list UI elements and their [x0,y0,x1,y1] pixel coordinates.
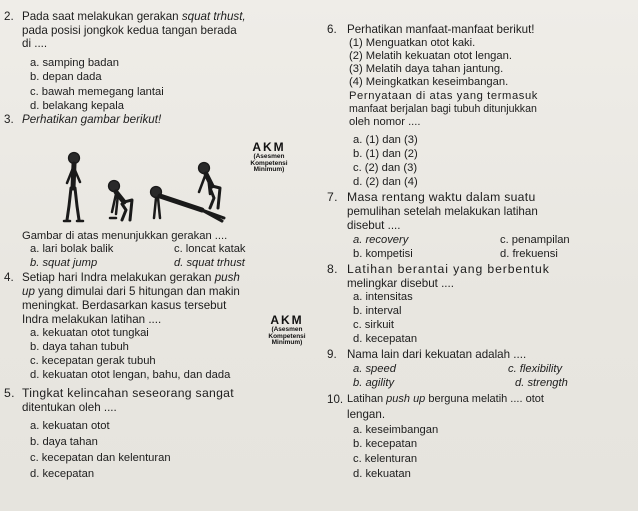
akm-sub2-2: Kompetensi [268,332,306,340]
q6-item1: (1) Menguatkan otot kaki. [349,37,476,49]
q4-line4: Indra melakukan latihan .... [22,313,162,326]
q6-option-a: a. (1) dan (3) [353,134,418,146]
q7-option-a: a. recovery [353,234,409,246]
q8-line1: Latihan berantai yang berbentuk [347,262,550,276]
q3-caption: Gambar di atas menunjukkan gerakan .... [22,230,228,242]
q4-option-d: d. kekuatan otot lengan, bahu, dan dada [30,369,231,381]
q9-line1: Nama lain dari kekuatan adalah .... [347,348,527,361]
q9-option-a: a. speed [353,363,396,375]
q10-number: 10. [327,393,344,406]
q2-line1-italic: squat trhust, [181,10,246,23]
q7-option-d: d. frekuensi [500,248,558,260]
akm-sub1-2: (Asesmen [271,326,303,333]
q2-option-d: d. belakang kepala [30,100,124,112]
q5-number: 5. [4,386,15,400]
q5-line1: Tingkat kelincahan seseorang sangat [22,386,234,400]
q7-line1: Masa rentang waktu dalam suatu [347,190,536,204]
q9-option-b: b. agility [353,377,395,389]
q7-option-b: b. kompetisi [353,248,413,260]
q6-line1: Perhatikan manfaat-manfaat berikut! [347,23,535,36]
q4-option-c: c. kecepatan gerak tubuh [30,355,156,367]
q10-option-c: c. kelenturan [353,453,418,465]
q10-line1-italic: push up [386,393,426,405]
q5-option-d: d. kecepatan [30,468,95,480]
q2-line1 [22,10,246,23]
q3-line1: Perhatikan gambar berikut! [22,113,162,126]
q4-line1-italic: push [214,271,240,284]
q6-item3: (3) Melatih daya tahan jantung. [349,63,504,75]
q6-statement1: Pernyataan di atas yang termasuk [349,90,538,102]
q5-option-b: b. daya tahan [30,436,98,448]
q8-option-d: d. kecepatan [353,333,418,345]
q6-option-c: c. (2) dan (3) [353,162,418,174]
q6-statement2: manfaat berjalan bagi tubuh ditunjukkan [349,103,537,115]
q10-line1b: berguna melatih .... otot [425,393,544,405]
q4-line2-italic: up [22,285,35,298]
q6-item2: (2) Melatih kekuatan otot lengan. [349,50,512,62]
q10-option-b: b. kecepatan [353,438,418,450]
q6-option-b: b. (1) dan (2) [353,148,418,160]
akm-sub3: Minimum) [253,166,285,173]
q2-option-b: b. depan dada [30,71,102,83]
q2-option-c: c. bawah memegang lantai [30,86,164,98]
akm-sub3-2: Minimum) [271,339,303,346]
q4-option-b: b. daya tahan tubuh [30,341,129,353]
q6-statement3: oleh nomor .... [349,116,421,128]
akm-title: AKM [252,140,286,154]
q2-line3: di .... [22,37,48,50]
q10-line2: lengan. [347,408,386,421]
q10-line1a: Latihan [347,393,387,405]
q6-number: 6. [327,23,337,36]
q4-option-a: a. kekuatan otot tungkai [30,327,149,339]
q10-option-d: d. kekuatan [353,468,411,480]
q8-option-c: c. sirkuit [353,319,395,331]
q6-item4: (4) Meingkatkan keseimbangan. [349,76,509,88]
q5-option-a: a. kekuatan otot [30,420,110,432]
q10-option-a: a. keseimbangan [353,424,439,436]
q3-number: 3. [4,113,14,126]
q4-line3: meningkat. Berdasarkan kasus tersebut [22,299,227,312]
q10-line1 [347,393,544,406]
q9-number: 9. [327,348,337,361]
q4-line2-text: yang dimulai dari 5 hitungan dan makin [34,285,240,298]
q8-number: 8. [327,262,338,276]
exercise-figure [52,128,238,228]
q6-option-d: d. (2) dan (4) [353,176,418,188]
akm-sub2: Kompetensi [250,159,288,167]
q4-line1-text: Setiap hari Indra melakukan gerakan [22,271,215,284]
akm-sub1: (Asesmen [253,153,285,160]
q3-option-a: a. lari bolak balik [30,243,114,255]
q8-line2: melingkar disebut .... [347,277,454,290]
q4-number: 4. [4,271,14,284]
q9-option-d: d. strength [515,377,568,389]
figure-standing [64,153,83,222]
q2-line1-text: Pada saat melakukan gerakan [22,10,182,23]
akm-badge-middle [256,314,318,347]
akm-title-2: AKM [270,313,304,327]
figure-squat [109,181,133,221]
q7-number: 7. [327,190,338,204]
q4-line2 [22,285,240,298]
q2-number: 2. [4,10,14,23]
q2-line2: pada posisi jongkok kedua tangan berada [22,24,237,37]
q9-option-c: c. flexibility [508,363,563,375]
akm-badge-top [238,141,300,174]
q7-option-c: c. penampilan [500,234,570,246]
figure-squat-return [199,163,221,209]
q7-line3: disebut .... [347,219,401,232]
q3-option-b: b. squat jump [30,257,98,269]
q5-option-c: c. kecepatan dan kelenturan [30,452,171,464]
q5-line2: ditentukan oleh .... [22,401,117,414]
q2-option-a: a. samping badan [30,57,119,69]
q8-option-b: b. interval [353,305,402,317]
q7-line2: pemulihan setelah melakukan latihan [347,205,538,218]
q4-line1 [22,271,240,284]
q3-option-d: d. squat trhust [174,257,245,269]
q3-option-c: c. loncat katak [174,243,246,255]
q8-option-a: a. intensitas [353,291,413,303]
